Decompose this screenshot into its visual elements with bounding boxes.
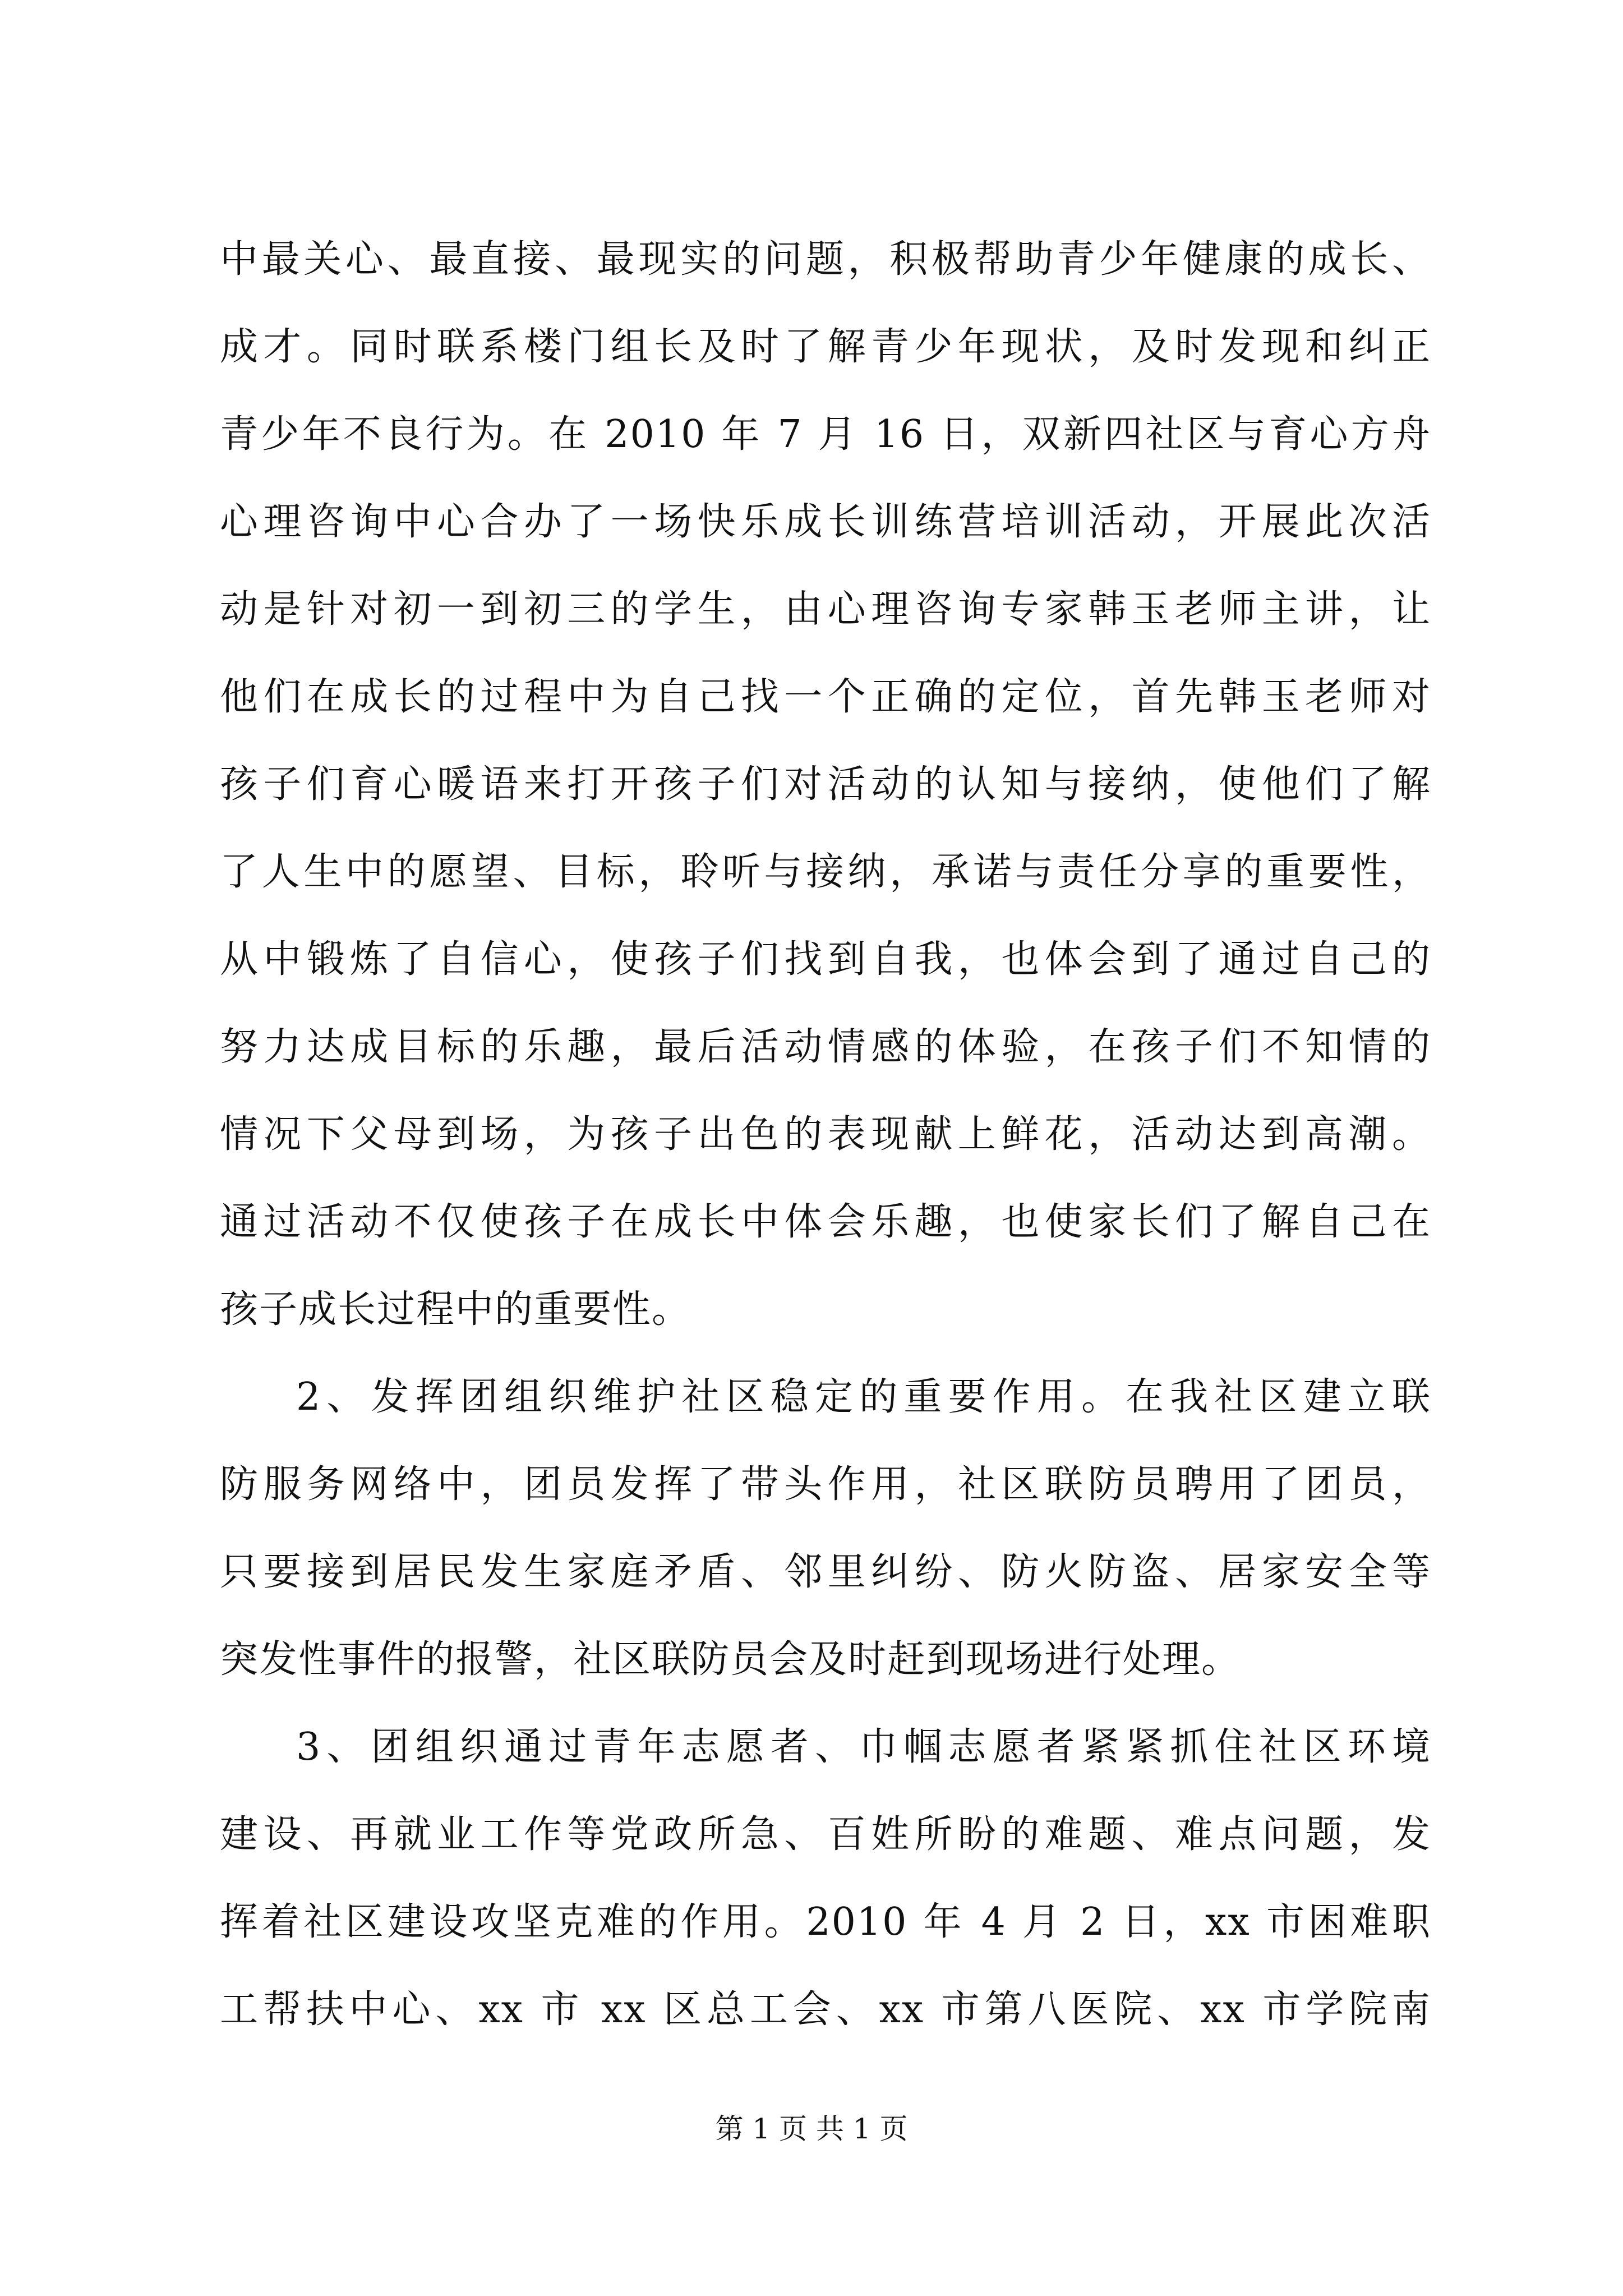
text-line: 2、发挥团组织维护社区稳定的重要作用。在我社区建立联 — [296, 1375, 1431, 1419]
text-line: 孩子成长过程中的重要性。 — [220, 1287, 691, 1332]
text-line: 动是针对初一到初三的学生，由心理咨询专家韩玉老师主讲，让 — [220, 587, 1431, 632]
text-line: 成才。同时联系楼门组长及时了解青少年现状，及时发现和纠正 — [220, 325, 1431, 369]
text-line: 他们在成长的过程中为自己找一个正确的定位，首先韩玉老师对 — [220, 675, 1431, 719]
text-line: 情况下父母到场，为孩子出色的表现献上鲜花，活动达到高潮。 — [220, 1112, 1431, 1157]
text-line: 心理咨询中心合办了一场快乐成长训练营培训活动，开展此次活 — [220, 500, 1431, 544]
text-line: 只要接到居民发生家庭矛盾、邻里纠纷、防火防盗、居家安全等 — [220, 1550, 1431, 1594]
text-line: 通过活动不仅使孩子在成长中体会乐趣，也使家长们了解自己在 — [220, 1200, 1431, 1244]
body-text — [220, 216, 1431, 2054]
text-line: 工帮扶中心、xx 市 xx 区总工会、xx 市第八医院、xx 市学院南 — [220, 1987, 1431, 2032]
text-line: 防服务网络中，团员发挥了带头作用，社区联防员聘用了团员， — [220, 1462, 1431, 1507]
text-line: 青少年不良行为。在 2010 年 7 月 16 日，双新四社区与育心方舟 — [220, 412, 1431, 457]
text-line: 挥着社区建设攻坚克难的作用。2010 年 4 月 2 日，xx 市困难职 — [220, 1900, 1431, 1944]
text-line: 突发性事件的报警，社区联防员会及时赶到现场进行处理。 — [220, 1637, 1241, 1682]
text-line: 努力达成目标的乐趣，最后活动情感的体验，在孩子们不知情的 — [220, 1025, 1431, 1069]
page-footer: 第 1 页 共 1 页 — [715, 2113, 908, 2145]
text-line: 了人生中的愿望、目标，聆听与接纳，承诺与责任分享的重要性， — [220, 850, 1431, 894]
text-line: 中最关心、最直接、最现实的问题，积极帮助青少年健康的成长、 — [220, 237, 1431, 282]
text-line: 建设、再就业工作等党政所急、百姓所盼的难题、难点问题，发 — [220, 1812, 1431, 1857]
text-line: 3、团组织通过青年志愿者、巾帼志愿者紧紧抓住社区环境 — [296, 1725, 1431, 1769]
text-line: 孩子们育心暖语来打开孩子们对活动的认知与接纳，使他们了解 — [220, 762, 1431, 807]
text-line: 从中锻炼了自信心，使孩子们找到自我，也体会到了通过自己的 — [220, 937, 1431, 982]
